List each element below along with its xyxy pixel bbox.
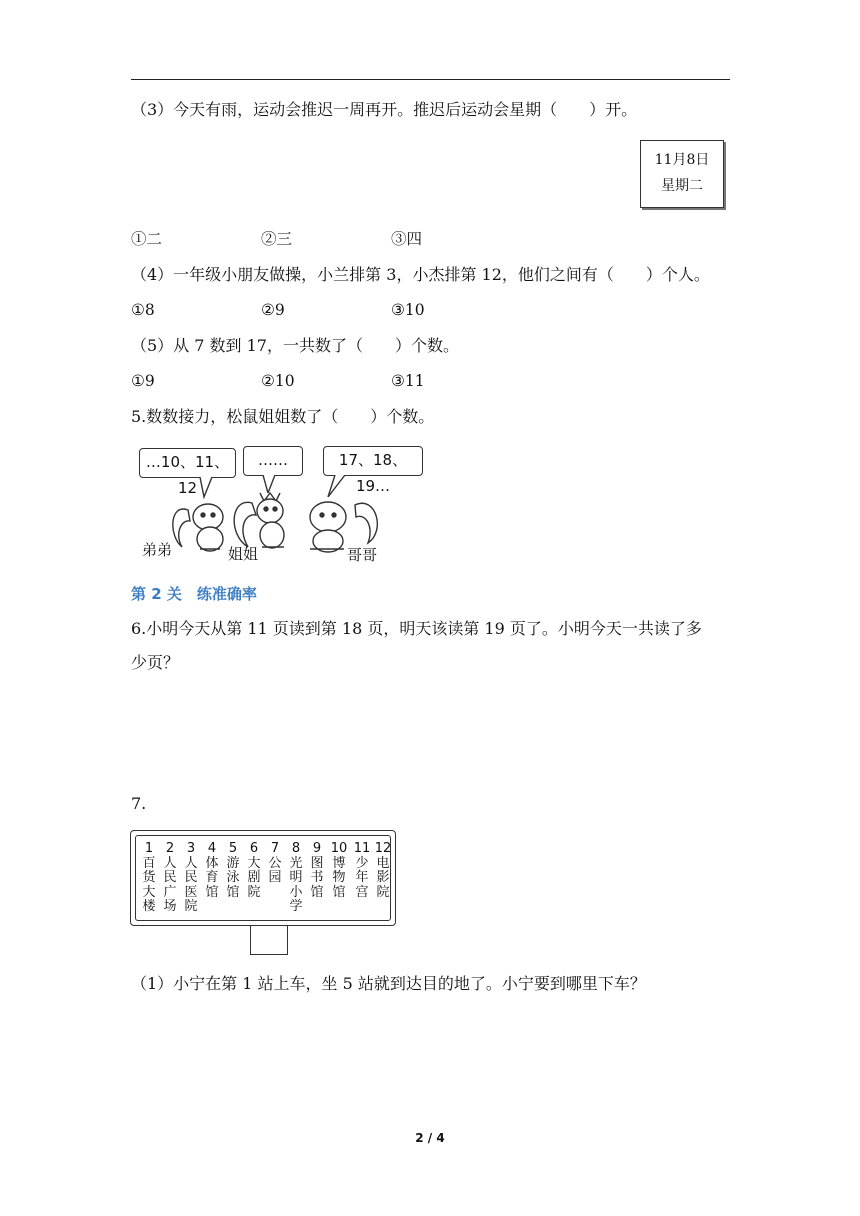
label-elder-brother: 哥哥 [347, 546, 378, 564]
question-4-5: （5）从 7 数到 17，一共数了（ ）个数。 [131, 336, 459, 355]
option-c: ③11 [391, 372, 425, 390]
option-c: ③四 [391, 230, 423, 248]
stop-9: 9 图 书 馆 [310, 841, 324, 900]
stop-1: 1 百 货 大 楼 [142, 841, 156, 914]
label-younger-brother: 弟弟 [142, 541, 173, 559]
option-a: ①二 [131, 230, 163, 248]
sign-post [250, 925, 288, 955]
header-rule [131, 79, 730, 80]
stop-12: 12 电 影 院 [374, 841, 392, 900]
option-c: ③10 [391, 301, 425, 319]
bus-stop-sign [130, 830, 396, 926]
stop-8: 8 光 明 小 学 [289, 841, 303, 914]
squirrels-illustration [130, 475, 460, 570]
section-heading: 第 2 关 练准确率 [131, 585, 257, 603]
stop-5: 5 游 泳 馆 [226, 841, 240, 900]
calendar-date: 11月8日 [654, 152, 710, 168]
stop-4: 4 体 育 馆 [205, 841, 219, 900]
option-b: ②三 [261, 230, 293, 248]
question-6-line1: 6.小明今天从第 11 页读到第 18 页，明天该读第 19 页了。小明今天一共读了多 [131, 619, 702, 638]
question-4-3: （3）今天有雨，运动会推迟一周再开。推迟后运动会星期（ ）开。 [131, 100, 638, 119]
option-b: ②10 [261, 372, 295, 390]
label-sister: 姐姐 [228, 545, 259, 563]
stop-7: 7 公 园 [268, 841, 282, 885]
page-number: 2 / 4 [415, 1131, 445, 1145]
option-b: ②9 [261, 301, 285, 319]
stop-6: 6 大 剧 院 [247, 841, 261, 900]
squirrel-icon [173, 504, 223, 551]
question-7-number: 7. [131, 794, 147, 813]
question-7-1: （1）小宁在第 1 站上车，坐 5 站就到达目的地了。小宁要到哪里下车？ [131, 974, 646, 993]
calendar-card [640, 140, 724, 208]
question-4-4: （4）一年级小朋友做操，小兰排第 3，小杰排第 12，他们之间有（ ）个人。 [131, 265, 710, 284]
stop-3: 3 人 民 医 院 [184, 841, 198, 914]
speech-bubble-sister: …… [243, 446, 303, 476]
speech-bubble-elder-brother: 17、18、19… [323, 446, 423, 476]
squirrel-icon [234, 493, 284, 548]
question-6-line2: 少页？ [131, 653, 180, 672]
calendar-weekday: 星期二 [661, 178, 703, 194]
speech-bubble-brother: …10、11、12 [139, 448, 236, 478]
stop-10: 10 博 物 馆 [330, 841, 348, 900]
option-a: ①8 [131, 301, 155, 319]
stop-11: 11 少 年 宫 [353, 841, 371, 900]
question-5: 5.数数接力，松鼠姐姐数了（ ）个数。 [131, 407, 435, 426]
bus-stop-sign-inner [135, 835, 391, 921]
stop-2: 2 人 民 广 场 [163, 841, 177, 914]
option-a: ①9 [131, 372, 155, 390]
